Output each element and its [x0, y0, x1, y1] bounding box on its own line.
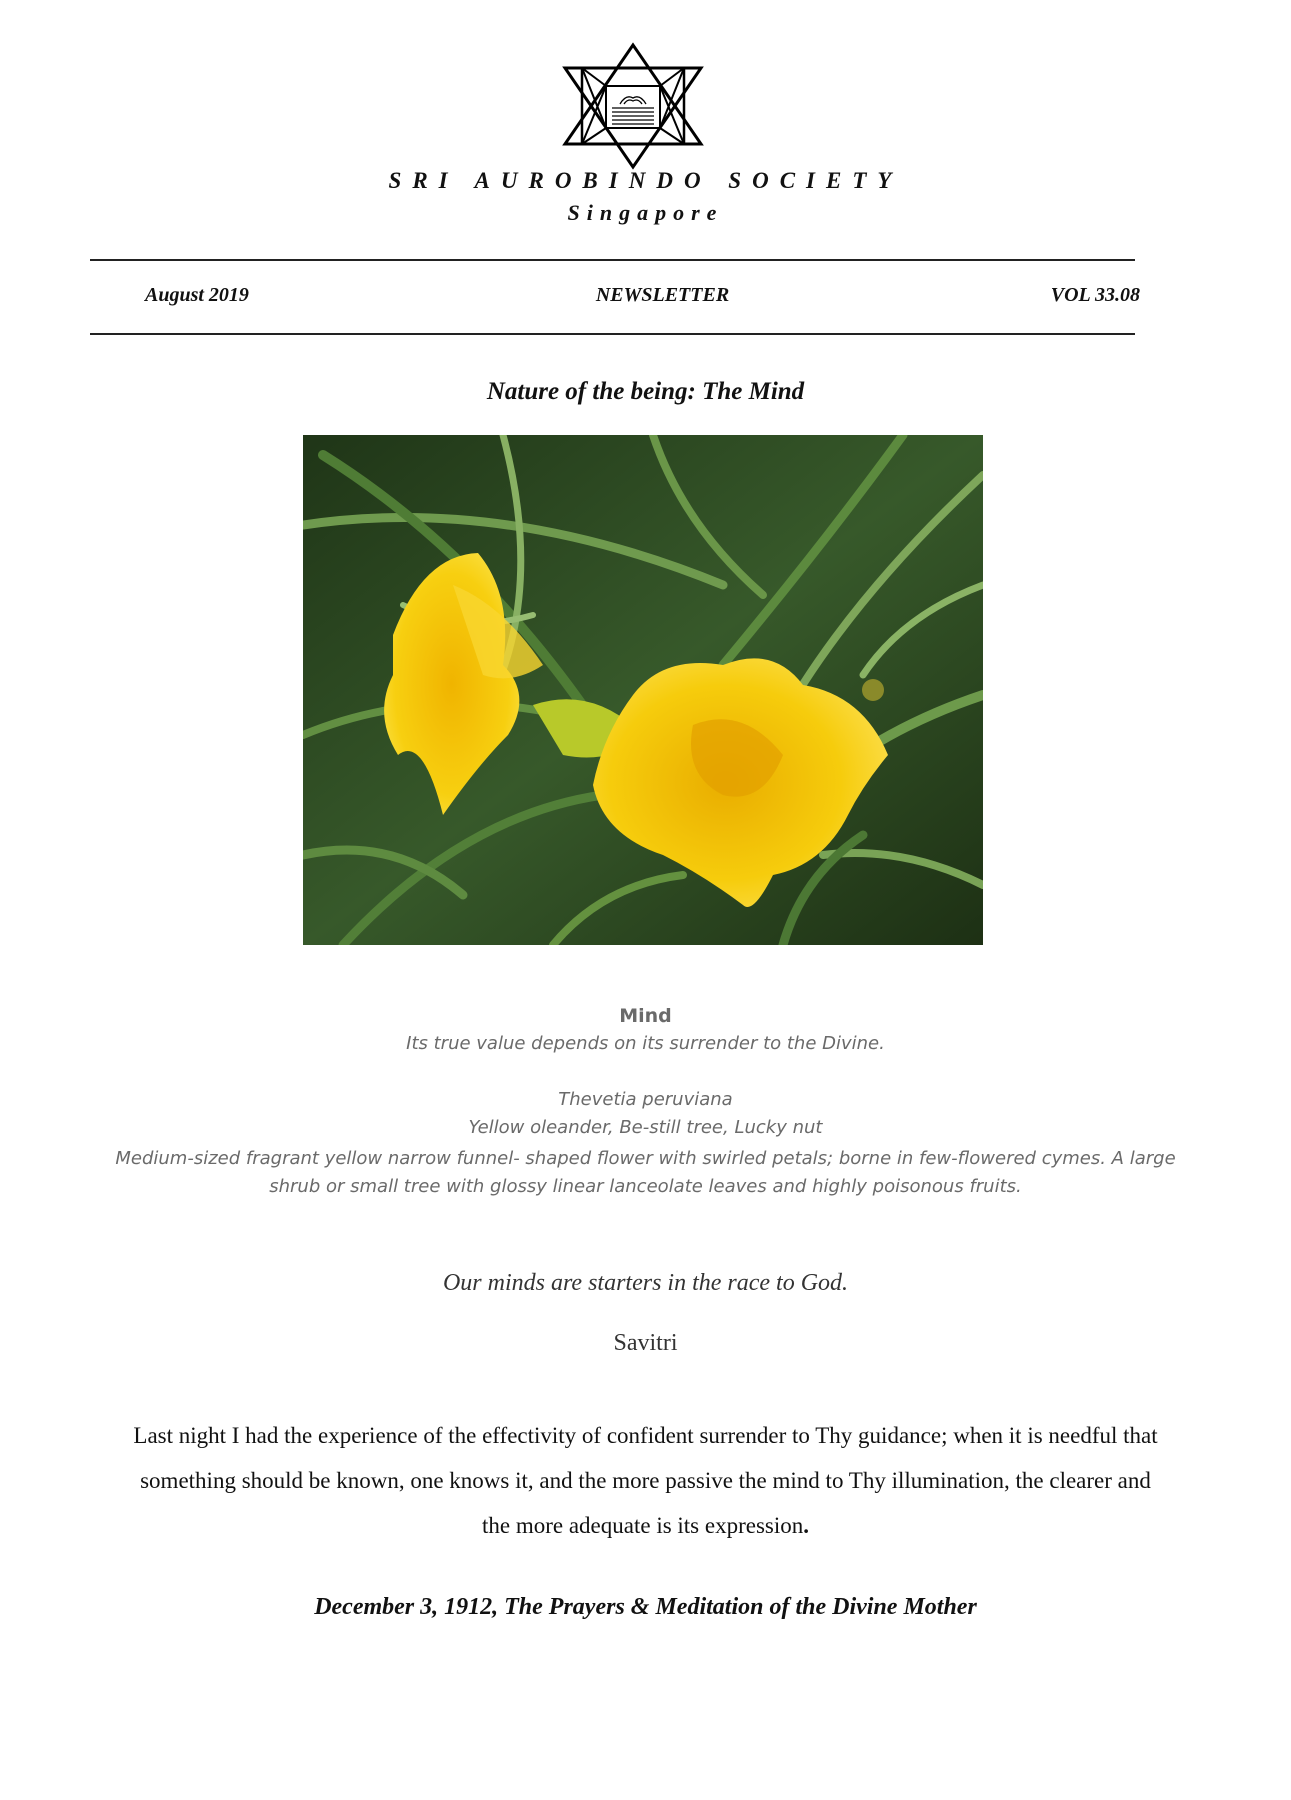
header-divider-top — [90, 259, 1135, 261]
organization-city: Singapore — [567, 200, 724, 225]
prayer-source: December 3, 1912, The Prayers & Meditation of the Divine Mother — [314, 1594, 977, 1620]
prayer-end-mark: . — [803, 1513, 810, 1538]
caption-heading: Mind — [619, 1005, 672, 1027]
flower-photo — [303, 435, 983, 945]
prayer-body: Last night I had the experience of the effectivity of confident surrender to Thy guidance; when it is needful that something should be known, one knows it, and the more passive the mind to Thy illumination, the clearer and the more adequate is its expression — [133, 1423, 1158, 1538]
caption-description: Medium-sized fragrant yellow narrow funnel- shaped flower with swirled petals; borne in few-flowered cymes. A large shrub or small tree with glossy linear lanceolate leaves and highly poisonous fruits. — [115, 1148, 1176, 1197]
newsletter-label: NEWSLETTER — [595, 284, 730, 306]
quote-source: Savitri — [613, 1330, 678, 1356]
issue-date: August 2019 — [145, 284, 249, 306]
organization-name: SRI AUROBINDO SOCIETY — [388, 168, 903, 193]
caption-subheading: Its true value depends on its surrender to the Divine. — [406, 1033, 885, 1054]
sri-aurobindo-symbol-icon — [562, 42, 704, 170]
volume-number: VOL 33.08 — [1050, 284, 1140, 306]
header-divider-bottom — [90, 333, 1135, 335]
caption-common-names: Yellow oleander, Be-still tree, Lucky nut — [468, 1117, 823, 1138]
prayer-text — [125, 1413, 1166, 1548]
savitri-quote: Our minds are starters in the race to God. — [442, 1270, 849, 1296]
caption-scientific-name: Thevetia peruviana — [558, 1089, 733, 1110]
article-title: Nature of the being: The Mind — [486, 378, 805, 405]
